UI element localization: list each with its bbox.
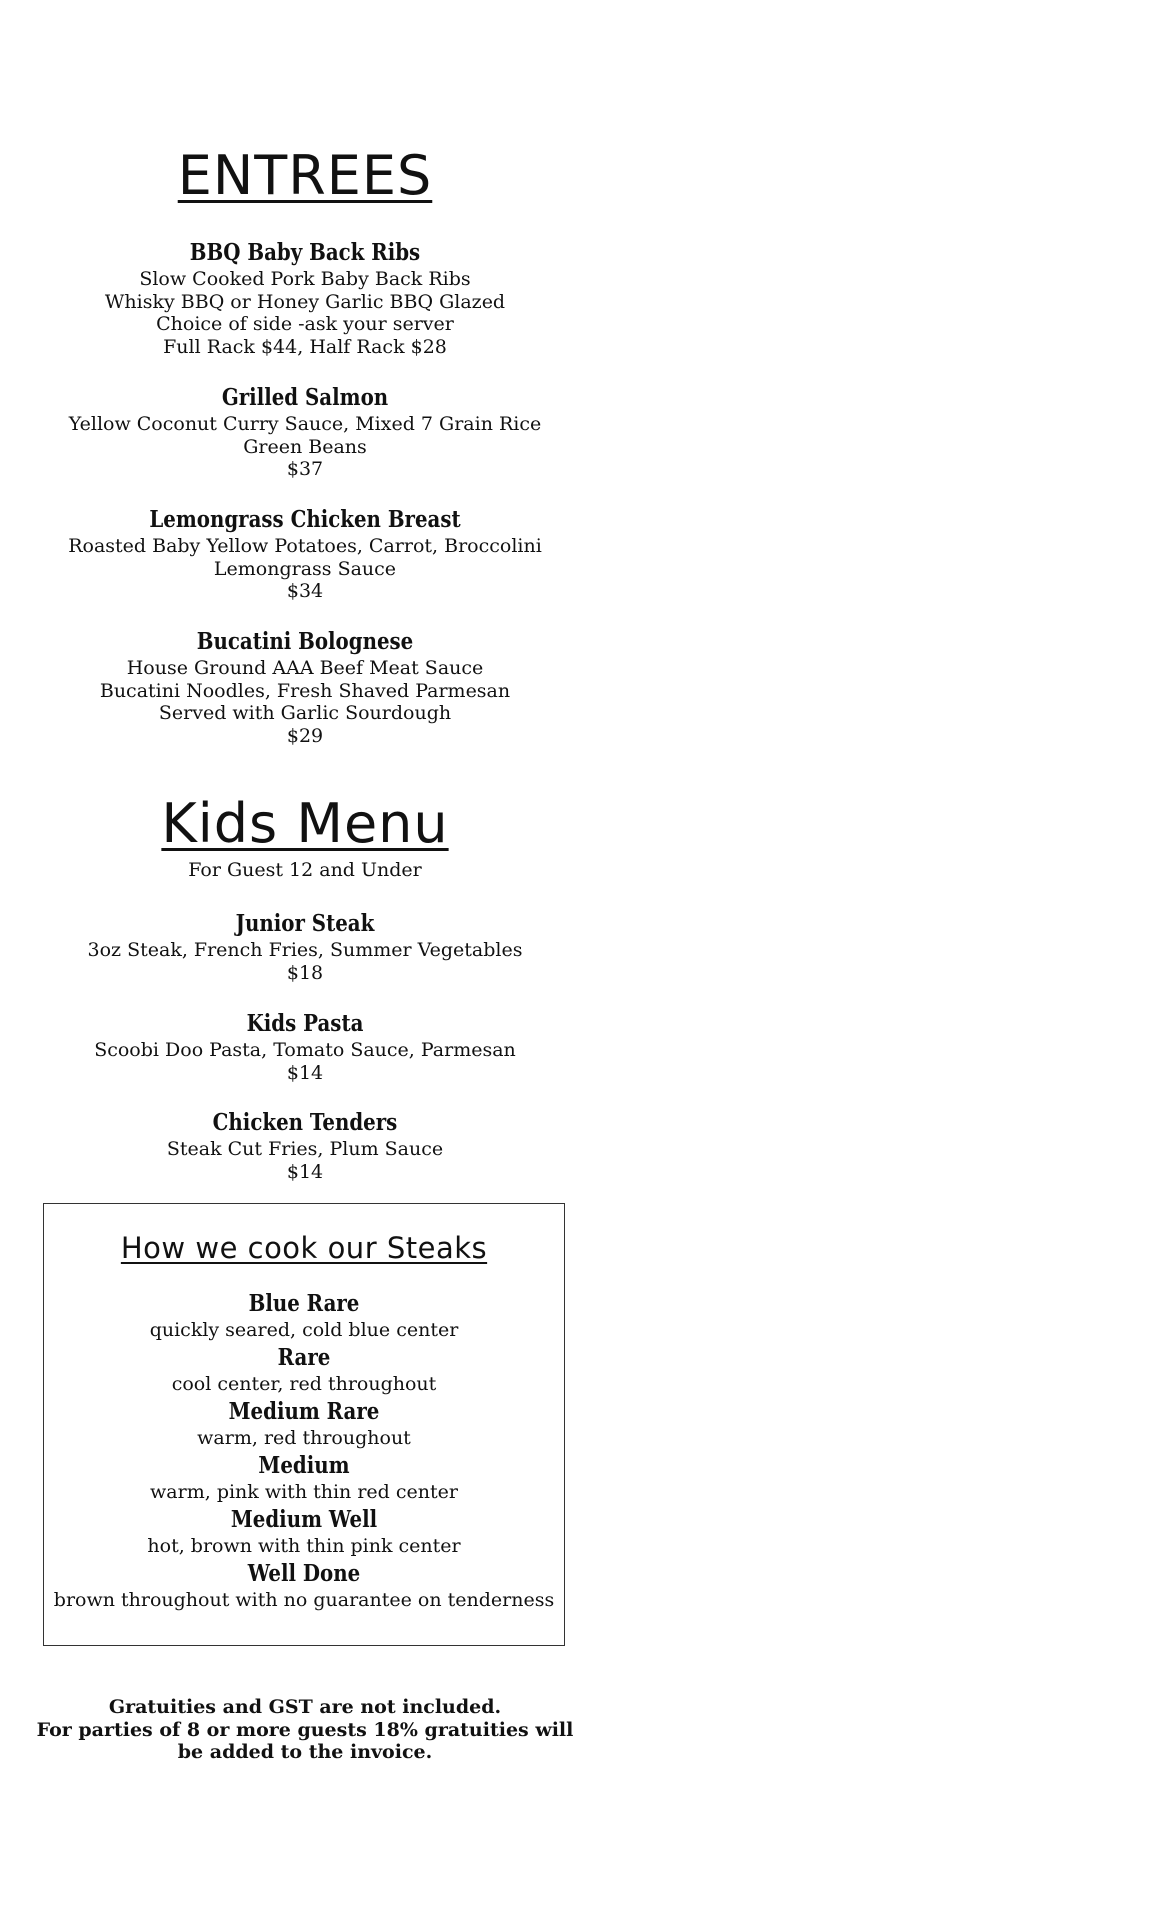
item-description: Served with Garlic Sourdough (158, 702, 452, 724)
gratuity-notice (0, 1696, 610, 1764)
steak-doneness-box (43, 1203, 565, 1646)
item-description: Scoobi Doo Pasta, Tomato Sauce, Parmesan (94, 1039, 516, 1061)
item-description: Lemongrass Sauce (213, 557, 397, 580)
doneness-list (44, 1290, 564, 1614)
item-name: Grilled Salmon (221, 384, 389, 411)
item-description: Slow Cooked Pork Baby Back Ribs (139, 268, 471, 290)
item-description: Green Beans (243, 435, 367, 458)
item-description: Bucatini Noodles, Fresh Shaved Parmesan (99, 679, 511, 702)
menu-item (0, 909, 610, 984)
steak-guide-heading: How we cook our Steaks (120, 1231, 488, 1265)
kids-menu-subtitle: For Guest 12 and Under (188, 859, 422, 881)
item-description: House Ground AAA Beef Meat Sauce (126, 657, 484, 679)
menu-item (0, 1009, 610, 1084)
menu-item (0, 627, 610, 747)
item-name: Lemongrass Chicken Breast (149, 506, 461, 533)
item-name: Junior Steak (235, 910, 375, 937)
doneness-name: Rare (277, 1344, 331, 1371)
doneness-description: warm, pink with thin red center (150, 1481, 458, 1503)
doneness-name: Medium Rare (228, 1398, 380, 1425)
item-description: Yellow Coconut Curry Sauce, Mixed 7 Grain Rice (68, 413, 542, 435)
item-name: Kids Pasta (246, 1010, 364, 1037)
kids-menu-heading: Kids Menu (161, 792, 449, 855)
doneness-description: quickly seared, cold blue center (149, 1319, 459, 1341)
item-description: 3oz Steak, French Fries, Summer Vegetables (87, 939, 523, 961)
doneness-name: Medium (258, 1452, 350, 1479)
menu-item (0, 1108, 610, 1183)
item-description: Steak Cut Fries, Plum Sauce (166, 1138, 444, 1160)
item-price: $29 (286, 724, 324, 747)
item-price: Full Rack $44, Half Rack $28 (163, 335, 447, 358)
item-price: $37 (286, 458, 324, 480)
item-name: BBQ Baby Back Ribs (189, 239, 421, 266)
doneness-description: cool center, red throughout (171, 1373, 437, 1395)
notice-line: be added to the invoice. (177, 1741, 433, 1763)
menu-item (0, 505, 610, 603)
doneness-description: brown throughout with no guarantee on tenderness (53, 1589, 555, 1611)
menu-item (0, 238, 610, 358)
item-name: Chicken Tenders (212, 1109, 398, 1136)
entrees-heading: ENTREES (177, 144, 433, 207)
item-name: Bucatini Bolognese (196, 628, 414, 655)
notice-line: For parties of 8 or more guests 18% gratuities will (36, 1718, 574, 1741)
menu-item (0, 383, 610, 481)
item-description: Choice of side -ask your server (156, 313, 454, 335)
item-price: $18 (286, 961, 324, 984)
item-description: Roasted Baby Yellow Potatoes, Carrot, Broccolini (68, 535, 542, 557)
doneness-description: hot, brown with thin pink center (147, 1535, 461, 1557)
doneness-description: warm, red throughout (197, 1427, 411, 1449)
doneness-name: Medium Well (230, 1506, 378, 1533)
notice-line: Gratuities and GST are not included. (108, 1696, 502, 1718)
item-price: $34 (286, 580, 324, 602)
doneness-name: Blue Rare (248, 1290, 360, 1317)
item-description: Whisky BBQ or Honey Garlic BBQ Glazed (104, 290, 506, 313)
doneness-name: Well Done (247, 1560, 361, 1587)
item-price: $14 (286, 1160, 324, 1183)
item-price: $14 (286, 1061, 324, 1084)
